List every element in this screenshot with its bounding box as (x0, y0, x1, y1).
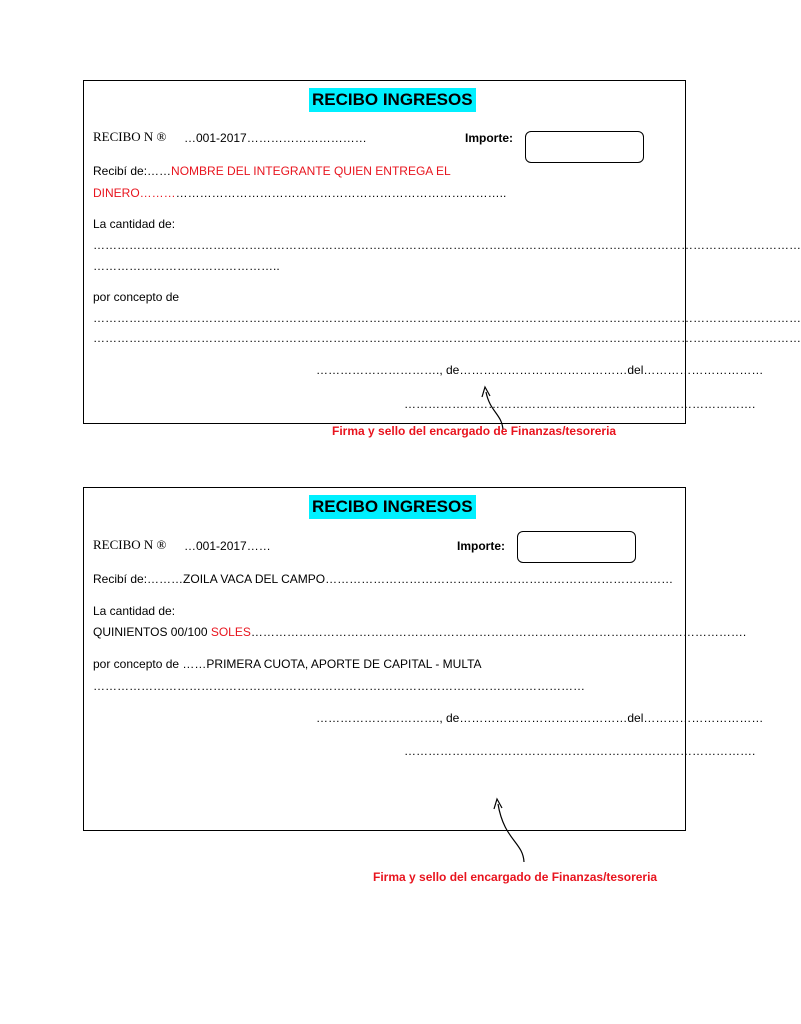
cantidad-line-2: ……………………………………….. (93, 259, 280, 273)
concepto-line-1: …………………………………………………………………………………………………………………………………………………………… (93, 311, 801, 325)
cantidad-value: QUINIENTOS 00/100 (93, 625, 211, 639)
cantidad-line-1: …………………………………………………………………………………………………………………………………………………………… (93, 238, 801, 252)
recibi-dots: ……………………………………………………………………….. (175, 186, 507, 200)
importe-label: Importe: (457, 539, 505, 553)
recibi-placeholder: NOMBRE DEL INTEGRANTE QUIEN ENTREGA EL (171, 164, 451, 178)
receipt-template (83, 80, 801, 424)
concepto-label: por concepto de (93, 290, 180, 304)
concepto-line-2: …………………………………………………………………………………………………………………………………………………………… (93, 331, 801, 345)
recibo-number-label: RECIBO N ® (93, 537, 167, 552)
date-line: …………………………., de……………………………………del………………………… (316, 711, 764, 725)
recibi-label: Recibí de:…… (93, 164, 172, 178)
recibo-number-value: …001-2017…… (184, 539, 271, 553)
signature-line: ……………………………………………………………………………. (404, 744, 756, 758)
signature-caption: Firma y sello del encargado de Finanzas/tesoreria (373, 870, 658, 884)
cantidad-line (93, 625, 746, 640)
concepto-dots: …………………………………………………………………………………………………………… (93, 679, 585, 693)
curved-arrow-up-icon (490, 796, 530, 866)
recibi-placeholder-2: DINERO……… (93, 186, 176, 200)
receipt-title: RECIBO INGRESOS (309, 495, 476, 519)
cantidad-label: La cantidad de: (93, 217, 176, 231)
recibi-line-2 (93, 186, 506, 201)
cantidad-label: La cantidad de: (93, 604, 176, 618)
concepto-line: por concepto de ……PRIMERA CUOTA, APORTE DE CAPITAL - MULTA (93, 657, 482, 671)
cantidad-dots: ……………………………………………………………………………………………………………. (250, 625, 747, 639)
signature-line: ……………………………………………………………………………. (404, 397, 756, 411)
recibi-line (93, 164, 451, 179)
recibo-number-label: RECIBO N ® (93, 129, 167, 144)
signature-caption: Firma y sello del encargado de Finanzas/tesoreria (332, 424, 617, 438)
recibi-line: Recibí de:………ZOILA VACA DEL CAMPO…………………………………………………………………………… (93, 572, 674, 586)
date-line: …………………………., de……………………………………del………………………… (316, 363, 764, 377)
receipt-filled (83, 487, 764, 831)
currency-label: SOLES (210, 625, 251, 639)
receipt-title: RECIBO INGRESOS (309, 88, 476, 112)
importe-field[interactable] (525, 131, 644, 163)
importe-label: Importe: (465, 131, 513, 145)
importe-field[interactable] (517, 531, 636, 563)
recibo-number-value: …001-2017………………………… (184, 131, 367, 145)
